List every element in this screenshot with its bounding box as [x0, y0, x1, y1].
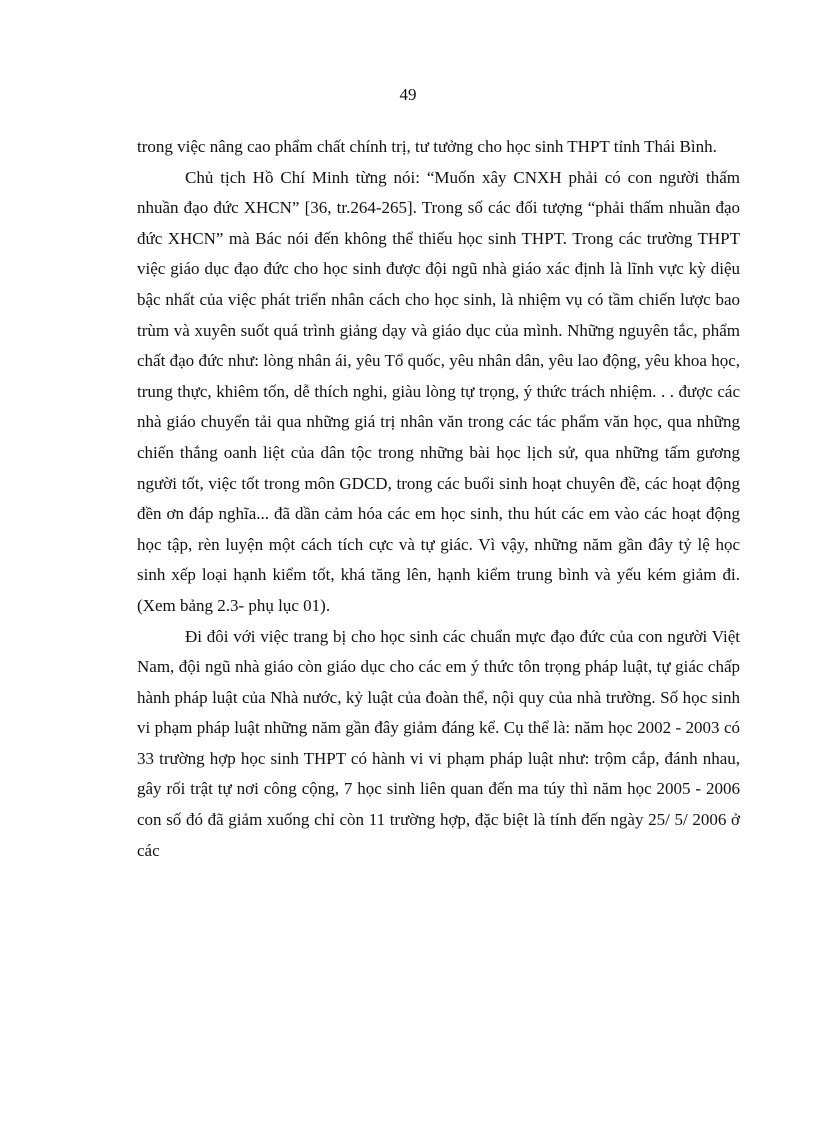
- page-number: 49: [399, 85, 417, 104]
- paragraph-continuation: trong việc nâng cao phẩm chất chính trị, tư tưởng cho học sinh THPT tỉnh Thái Bình.: [137, 137, 717, 156]
- body-text: [137, 132, 740, 866]
- paragraph-law-education: Đi đôi với việc trang bị cho học sinh các chuẩn mực đạo đức của con người Việt Nam, đội ngũ nhà giáo còn giáo dục cho các em ý thức tôn trọng pháp luật, tự giác chấp hành pháp luật của Nhà nước, kỷ luật của đoàn thể, nội quy của nhà trường. Số học sinh vi phạm pháp luật những năm gần đây giảm đáng kể. Cụ thể là: năm học 2002 - 2003 có 33 trường hợp học sinh THPT có hành vi vi phạm pháp luật như: trộm cắp, đánh nhau, gây rối trật tự nơi công cộng, 7 học sinh liên quan đến ma túy thì năm học 2005 - 2006 con số đó đã giảm xuống chỉ còn 11 trường hợp, đặc biệt là tính đến ngày 25/ 5/ 2006 ở các: [137, 626, 740, 860]
- paragraph-ho-chi-minh-quote: Chủ tịch Hồ Chí Minh từng nói: “Muốn xây CNXH phải có con người thấm nhuần đạo đức XHCN” [36, tr.264-265]. Trong số các đối tượng “phải thấm nhuần đạo đức XHCN” mà Bác nói đến không thể thiếu học sinh THPT. Trong các trường THPT việc giáo dục đạo đức cho học sinh được đội ngũ nhà giáo xác định là lĩnh vực kỳ diệu bậc nhất của việc phát triển nhân cách cho học sinh, là nhiệm vụ có tầm chiến lược bao trùm và xuyên suốt quá trình giảng dạy và giáo dục của mình. Những nguyên tắc, phẩm chất đạo đức như: lòng nhân ái, yêu Tổ quốc, yêu nhân dân, yêu lao động, yêu khoa học, trung thực, khiêm tốn, dễ thích nghi, giàu lòng tự trọng, ý thức trách nhiệm. . . được các nhà giáo chuyển tải qua những giá trị nhân văn trong các tác phẩm văn học, qua những chiến thắng oanh liệt của dân tộc trong những bài học lịch sử, qua những tấm gương người tốt, việc tốt trong môn GDCD, trong các buổi sinh hoạt chuyên đề, các hoạt động đền ơn đáp nghĩa... đã dần cảm hóa các em học sinh, thu hút các em vào các hoạt động học tập, rèn luyện một cách tích cực và tự giác. Vì vậy, những năm gần đây tỷ lệ học sinh xếp loại hạnh kiểm tốt, khá tăng lên, hạnh kiểm trung bình và yếu kém giảm đi. (Xem bảng 2.3- phụ lục 01).: [137, 167, 740, 615]
